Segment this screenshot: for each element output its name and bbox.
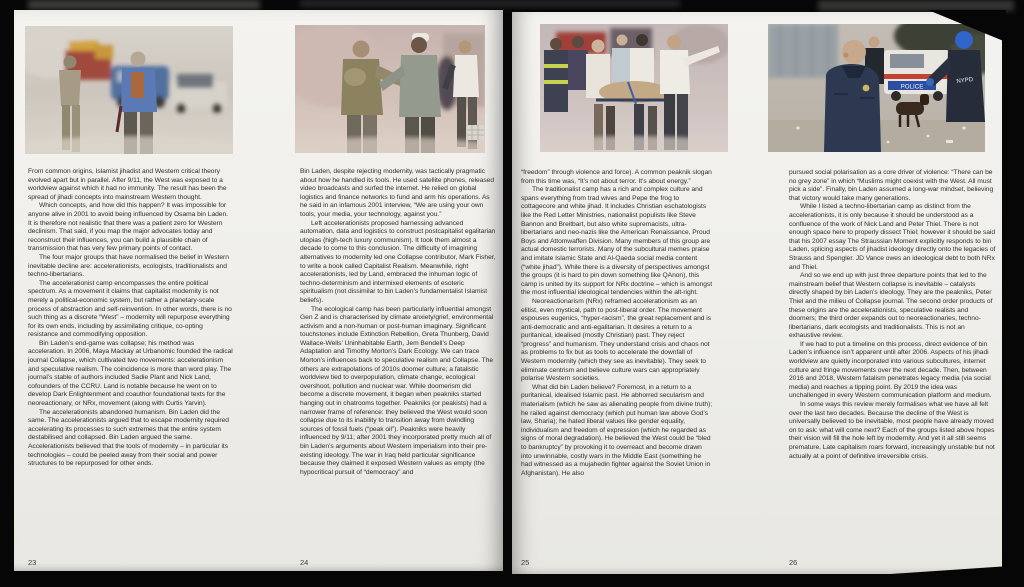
photo-nypd-officer-looking-up bbox=[768, 24, 985, 152]
police-van-label: POLICE bbox=[900, 83, 924, 91]
paragraph: In some ways this review merely formalises what we have all felt over the last two decades. Because the decline of the West is universally believed to be inevitable, most people have already moved on to ask: what will come next? Each of the groups listed above hopes their vision will fill the hole left by modernity. And yet it all still seems premature. Late capitalism roars forward, increasingly unstable but not actually at a point of definitive irreversible crisis. bbox=[789, 401, 995, 460]
paragraph: The four major groups that have normalised the belief in Western inevitable decline are: accelerationists, ecologists, traditionalists and techno-libertarians. bbox=[28, 253, 229, 279]
page-24-text-column bbox=[300, 168, 496, 560]
nypd-helmet bbox=[955, 31, 973, 49]
paragraph: If we had to put a timeline on this process, direct evidence of bin Laden’s influence isn’t apparent until after 2006. Aspects of his jihadi worldview are quietly incorporated into various subcultures, internet culture and fringe movements over the next decade. Then, between 2016 and 2018, Western fatalism penetrates legacy media (via social media) and reaches a tipping point. By 2019 the idea was unchallenged in every Western communication platform and medium. bbox=[789, 340, 992, 400]
paragraph: The accelerationists abandoned humanism. Bin Laden did the same. The accelerationists argued that to escape modernity required accelerating its processes to such extremes that the entire system destabilised and collapsed. Bin Laden argued the same. Accelerationists believed that the tools of modernity – in particular its technologies – could be peeled away from their social and power structures to be repurposed for other ends. bbox=[28, 408, 229, 468]
photo-stretcher-rescue bbox=[540, 24, 728, 152]
paragraph: Which concepts, and how did this happen? It was impossible for anyone alive in 2001 to avoid being influenced by Osama bin Laden. It is therefore not realistic that there was a patient zero for Western declinism. That said, if you map the major advocates today and reconstruct their influences, you can build a plausible chain of transmission that has very few primary points of contact. bbox=[28, 202, 228, 253]
paragraph: While I listed a techno-libertarian camp as distinct from the accelerationists, it is only because it should be understood as a confluence of the work of Nick Land and Peter Thiel. There is not enough space here to properly dissect Thiel; however it should be said that his 2007 essay The Straussian Moment explicitly responds to bin Laden, splicing aspects of jihadist ideology directly onto the legacies of Strauss and Spengler. JD Vance owes an ideological debt to both NRx and Thiel. bbox=[789, 203, 996, 271]
paragraph: The accelerationist camp encompasses the entire political spectrum. As a movement it claims that capitalist modernity is not merely a political-economic system, but rather a planetary-scale process of abstraction and self-reinvention. In other words, there is no such thing as a discrete “West” – modernity will repurpose everything for its own ends, including by assimilating critique, co-opting resistance and commodifying opposition. bbox=[28, 279, 232, 339]
paragraph: pursued social polarisation as a core driver of violence: “There can be no grey zone” in which “Muslims might coexist with the West. All must pick a side”. Finally, bin Laden assumed a long-war mindset, believing that victory would take many generations. bbox=[789, 169, 994, 202]
page-26-text-column bbox=[789, 169, 996, 561]
paragraph: The traditionalist camp has a rich and complex culture and spans everything from trad wives and Pepe the frog to cottagecore and white jihad. It includes Christian eschatologists like the Red Letter Ministries, nationalist populists like Steve Bannon and Breitbart, but also white supremacists, ultra-libertarians and neo-nazis like the American Renaissance, Proud Boys and Attomwaffen Division. Many members of this group are actual domestic terrorists. Many of the subcultural memes praise and imitate Islamic State and Al-Qaeda social media content (“white jihad”). While there is a diversity of perspectives amongst the groups (it is hard to pin down something like QAnon), this camp is united by its support for NRx doctrine – which is amongst the most influential ideological tendencies within the alt-right. bbox=[521, 186, 713, 297]
police-badge bbox=[863, 85, 870, 92]
photo-men-helping-through-dust bbox=[295, 25, 485, 153]
paragraph: What did bin Laden believe? Foremost, in a return to a puritanical, idealised Islamic past. He abhorred secularism and materialism (which he saw as alienating people from divine truth); he railed against democracy (which put human law above God’s law, Sharia); he hated liberal values like gender equality, individualism and freedom of expression (which he regarded as signs of moral degradation). He believed the West could be “bled to bankruptcy” by provoking it to overreact and become drawn into unwinnable, costly wars in the Middle East (something he had witnessed as a mujahedin fighter against the Soviet Union in Afghanistan). He also bbox=[521, 383, 713, 477]
background-blur-left bbox=[28, 0, 260, 9]
paragraph: From common origins, Islamist jihadist and Western critical theory evolved apart but in parallel. After 9/11, the West was exposed to a worldview against which it had no immunity. The result has been the spread of jihadi concepts into mainstream Western thought. bbox=[28, 168, 227, 201]
right-page-sheet bbox=[512, 12, 1002, 574]
paragraph: “freedom” through violence and force). A common peaknik slogan from this time was, “It’s not about terror. It’s about energy.” bbox=[521, 169, 712, 185]
page-number-26: 26 bbox=[789, 558, 798, 567]
page-number-23: 23 bbox=[28, 558, 37, 567]
left-page-sheet bbox=[14, 10, 503, 571]
paragraph: The ecological camp has been particularly influential amongst Gen Z and is characterised by climate anxiety/grief, environmental activism and a non-human or post-human imaginary. Significant touchstones include Extinction Rebellion, Greta Thunberg, David Wallace-Wells’ Uninhabitable Earth, Jem Bendell’s Deep Adaptation and Timothy Morton’s Dark Ecology. We can trace Morton’s influences back to speculative realism and Collapse. The others are extrapolations of 2010s doomer culture; a fatalistic worldview tied to overpopulation, climate change, ecological overshoot, pollution and nuclear war. While doomerism did become a discrete movement, it began when peakniks started hanging out in chatrooms together. Peakniks (or peakists) had a narrower frame of reference: they believed the West would soon collapse due to its inability to transition away from dwindling sources of fossil fuels (“peak oil”). Peakniks were heavily influenced by 9/11; after 2001 they incorporated pretty much all of bin Laden’s arguments about Western imperialism into their pre-existing ideology. The war in Iraq held particular significance because they claimed it exposed Western values as empty (the hypocritical pursuit of “democracy” and bbox=[300, 305, 494, 476]
photo-dust-covered-survivors bbox=[25, 26, 233, 154]
woven-bag bbox=[467, 125, 484, 140]
page-number-25: 25 bbox=[521, 558, 530, 567]
page-number-24: 24 bbox=[300, 558, 309, 567]
paragraph: Left accelerationists proposed harnessing advanced automation, data and logistics to construct postcapitalist egalitarian utopias (high-tech luxury communism). It took them almost a decade to come to this conclusion. The difficulty of imagining alternatives to modernity led one Collapse contributor, Mark Fisher, to write a book called Capitalist Realism. Meanwhile, right accelerationists, led by Land, embraced the inhuman logic of techno-determinism and intermixed elements of esoteric spiritualism (not dissimilar to bin Laden’s fundamentalist Islamist beliefs). bbox=[300, 219, 496, 304]
page-23-text-column bbox=[28, 168, 233, 560]
background-blur-center bbox=[300, 0, 680, 7]
paragraph: And so we end up with just three departure points that led to the mainstream belief that Western collapse is inevitable – catalysts directly shaped by bin Laden’s ideology. They are the peakniks, Peter Thiel and the milieu of Collapse journal. The second order products of these origins are the accelerationists, speculative realists and doomers; the third order expands out to neoreactionaries, techno-libertarians, dark ecologists and traditionalists. This is not an exhaustive review. bbox=[789, 272, 993, 340]
page-25-text-column bbox=[521, 169, 713, 561]
background-blur-right bbox=[818, 0, 1014, 11]
paragraph: Neoreactionarism (NRx) reframed accelerationism as an elitist, even mystical, path to post-liberal order. The movement espouses eugenics, “hyper-racism”, the great replacement and is anti-democratic and anti-egalitarian. It desires a return to a puritanical, idealised (mostly Christian) past. They reject “progress” and humanism. They understand crisis and chaos not as problems to fix but as tools to accelerate the downfall of Western modernity (which they see as inevitable). They seek to eliminate centrism and believe culture wars can appropriately polarise Western societies. bbox=[521, 297, 712, 383]
paragraph: Bin Laden, despite rejecting modernity, was tactically pragmatic about how he handled its tools. He used satellite phones, released video broadcasts and surfed the internet. He relied on global logistics and finance networks to fund and arm his operations. As he said in an infamous 2001 interview, “We are using your own tools, your media, your technology, against you.” bbox=[300, 168, 495, 218]
paragraph: Bin Laden’s end-game was collapse; his method was acceleration. In 2006, Maya Mackay at Urbanomic founded the radical journal Collapse, which cultivated two movements: accelerationism and speculative realism. The coincidence is more than word play. The journal’s stable of authors included Sadie Plant and Nick Land, cofounders of the CCRU. Land is notable because he went on to develop Dark Enlightenment and coauthor foundational texts for the neoreactionary, or NRx, movement (along with Curtis Yarvin). bbox=[28, 339, 233, 408]
nypd-jacket-label: NYPD bbox=[956, 76, 974, 86]
